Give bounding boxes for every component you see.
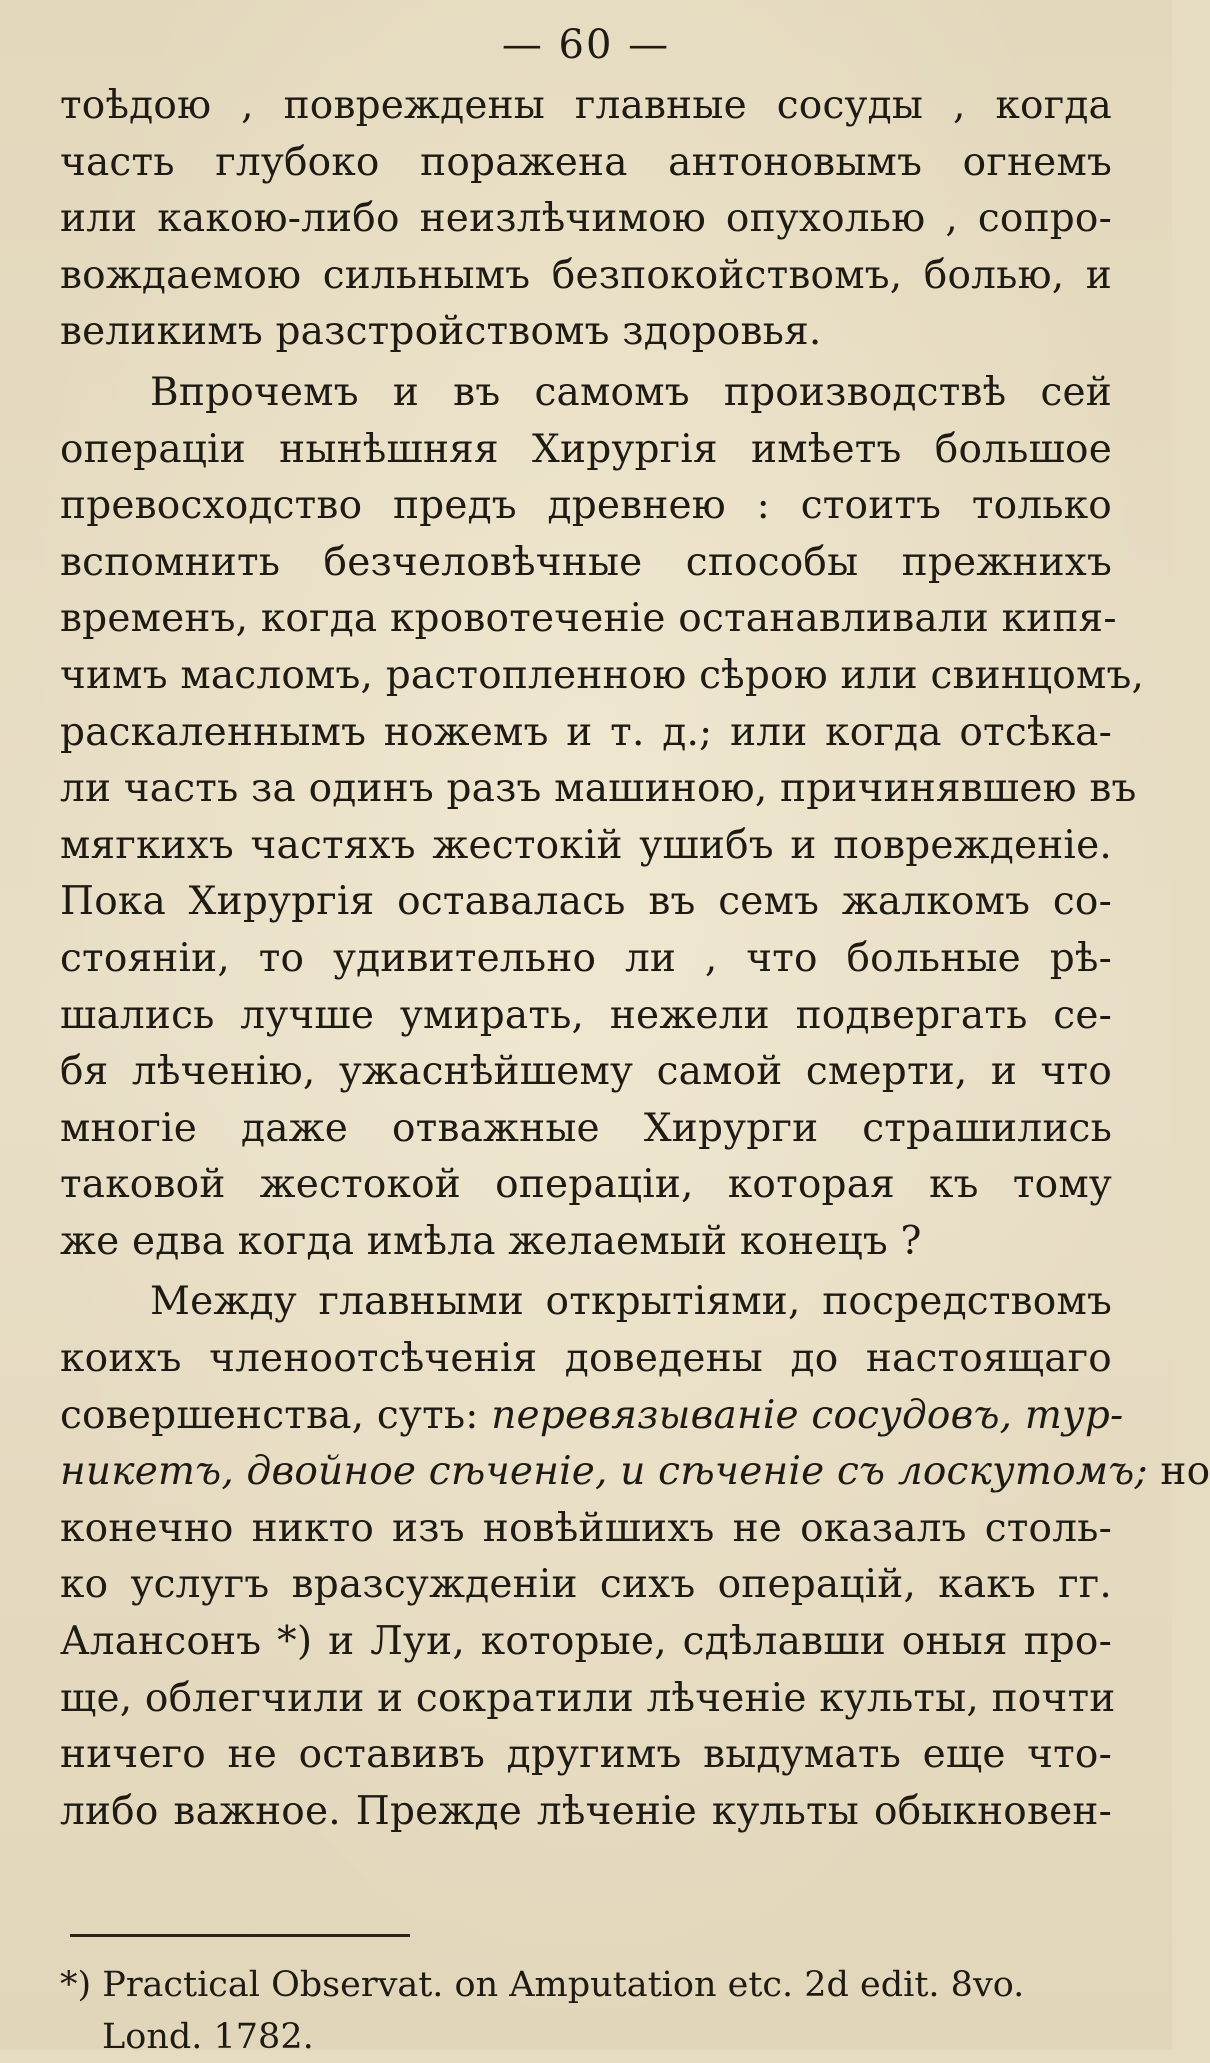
text-run: но [1147, 1449, 1210, 1495]
text-line: ще, облегчили и сократили лѣченіе культы, почти [60, 1675, 1116, 1721]
footnote-line: Lond. 1782. [102, 2017, 314, 2058]
footnote-line: *) Practical Observat. on Amputation etc. 2d edit. 8vo. [60, 1965, 1025, 2006]
text-line: же едва когда имѣла желаемый конецъ ? [60, 1218, 922, 1264]
text-line: ли часть за одинъ разъ машиною, причинявшею въ [60, 766, 1137, 812]
text-line: превосходство предъ древнею : стоитъ только [60, 483, 1112, 529]
text-line: мягкихъ частяхъ жестокій ушибъ и поврежденіе. [60, 822, 1112, 868]
footnote [60, 1959, 1112, 2063]
footnote-rule [70, 1934, 410, 1937]
text-line: конечно никто изъ новѣйшихъ не оказалъ столь- [60, 1505, 1112, 1551]
text-line: Между главными открытіями, посредствомъ [150, 1279, 1112, 1325]
text-line: Впрочемъ и въ самомъ производствѣ сей [150, 369, 1112, 415]
text-line: раскаленнымъ ножемъ и т. д.; или когда отсѣка- [60, 709, 1112, 755]
text-line: вспомнить безчеловѣчные способы прежнихъ [60, 539, 1112, 585]
text-line: великимъ разстройствомъ здоровья. [60, 309, 822, 355]
text-line: бя лѣченію, ужаснѣйшему самой смерти, и что [60, 1049, 1112, 1095]
paragraph-1 [60, 78, 1112, 361]
text-line: вождаемою сильнымъ безпокойствомъ, болью, и [60, 252, 1112, 298]
main-text [60, 78, 1210, 1840]
text-run: совершенства, суть: [60, 1392, 492, 1438]
text-line: Алансонъ *) и Луи, которые, сдѣлавши оныя про- [60, 1619, 1112, 1665]
text-line: тоѣдою , повреждены главные сосуды , когда [60, 83, 1112, 128]
text-line: ничего не оставивъ другимъ выдумать еще что- [60, 1732, 1112, 1778]
text-line: часть глубоко поражена антоновымъ огнемъ [60, 139, 1112, 185]
text-line: временъ, когда кровотеченіе останавливали кипя- [60, 596, 1117, 642]
text-line: чимъ масломъ, растопленною сѣрою или свинцомъ, [60, 652, 1145, 698]
text-line [60, 1388, 1124, 1445]
text-line: или какою-либо неизлѣчимою опухолью , сопро- [60, 196, 1112, 242]
italic-term: перевязываніе сосудовъ, тур- [491, 1392, 1124, 1438]
text-line: Пока Хирургія оставалась въ семъ жалкомъ со- [60, 879, 1112, 925]
paragraph-3 [60, 1274, 1210, 1840]
text-line: коихъ членоотсѣченія доведены до настоящаго [60, 1336, 1112, 1382]
text-line [60, 1444, 1210, 1501]
italic-term: никетъ, двойное сѣченіе, и сѣченіе съ лоскутомъ; [60, 1449, 1148, 1495]
text-line: операціи нынѣшняя Хирургія имѣетъ большое [60, 426, 1112, 472]
text-line: многіе даже отважные Хирурги страшились [60, 1105, 1112, 1151]
page-number: — 60 — [501, 22, 671, 68]
text-line: либо важное. Прежде лѣченіе культы обыкновен- [60, 1788, 1112, 1834]
paragraph-2 [60, 365, 1145, 1271]
text-line: стояніи, то удивительно ли , что больные рѣ- [60, 935, 1112, 981]
text-line: ко услугъ вразсужденіи сихъ операцій, какъ гг. [60, 1562, 1112, 1608]
text-line: таковой жестокой операціи, которая къ тому [60, 1162, 1112, 1208]
text-line: шались лучше умирать, нежели подвергать се- [60, 992, 1112, 1038]
